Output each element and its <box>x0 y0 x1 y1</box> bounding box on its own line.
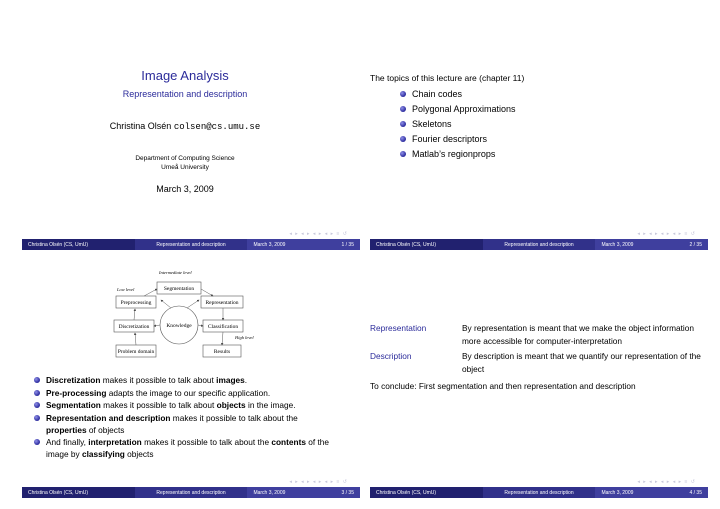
presentation-subtitle: Representation and description <box>122 89 248 99</box>
definition-representation <box>370 322 708 348</box>
footer-date-page <box>595 487 708 498</box>
author-line <box>22 121 348 132</box>
problem-domain-label: Problem domain <box>117 349 155 355</box>
term-representation: Representation <box>370 323 427 333</box>
image-analysis-diagram <box>99 265 279 369</box>
slide-footer <box>22 487 360 498</box>
footer-date: March 3, 2009 <box>253 241 286 248</box>
intermediate-level-label: Intermediate level <box>159 270 192 275</box>
list-item: And finally, interpretation makes it possible to talk about the contents of the image by classifying objects <box>34 436 334 460</box>
conclusion: To conclude: First segmentation and then representation and description <box>370 381 636 391</box>
list-item: Polygonal Approximations <box>400 102 516 117</box>
footer-date: March 3, 2009 <box>601 241 634 248</box>
list-item: Representation and description makes it possible to talk about the properties of objects <box>34 412 334 436</box>
arrow <box>135 333 136 345</box>
list-item: Segmentation makes it possible to talk about objects in the image. <box>34 399 334 411</box>
topics-intro: The topics of this lecture are (chapter 11) <box>370 73 525 83</box>
bullet-icon <box>34 415 40 421</box>
representation-label: Representation <box>205 300 239 306</box>
arrow <box>201 289 213 296</box>
list-item: Matlab’s regionprops <box>400 147 516 162</box>
preprocessing-label: Preprocessing <box>120 300 152 306</box>
bullet-icon <box>400 121 406 127</box>
footer-date: March 3, 2009 <box>601 489 634 496</box>
slide-footer <box>370 487 708 498</box>
knowledge-label: Knowledge <box>166 323 192 329</box>
footer-author: Christina Olsén (CS, UmU) <box>22 239 135 250</box>
segmentation-label: Segmentation <box>163 286 195 292</box>
page-number: 4 / 35 <box>689 489 702 496</box>
low-level-label: Low level <box>117 287 135 292</box>
author-email: colsen@cs.umu.se <box>173 122 261 132</box>
footer-date-page <box>595 239 708 250</box>
slide-4 <box>370 262 708 498</box>
bullet-icon <box>400 151 406 157</box>
footer-title: Representation and description <box>135 487 248 498</box>
page-number: 2 / 35 <box>689 241 702 248</box>
bullet-icon <box>34 390 40 396</box>
page-number: 1 / 35 <box>341 241 354 248</box>
bullet-icon <box>400 106 406 112</box>
footer-title: Representation and description <box>135 239 248 250</box>
arrow <box>222 332 223 345</box>
diagram-explanation-list <box>34 374 334 461</box>
term-description: Description <box>370 351 412 361</box>
footer-author: Christina Olsén (CS, UmU) <box>370 487 483 498</box>
arrow <box>161 300 171 308</box>
discretization-label: Discretization <box>118 324 150 330</box>
list-item: Fourier descriptors <box>400 132 516 147</box>
bullet-icon <box>400 136 406 142</box>
institution <box>22 154 348 172</box>
slide-3 <box>22 262 360 498</box>
definition-description <box>370 350 708 376</box>
definition-text: By representation is meant that we make the object information more accessible for computer-interpretation <box>462 323 694 346</box>
university: Umeå University <box>161 164 209 171</box>
definition-text: By description is meant that we quantify our representation of the object <box>462 351 701 374</box>
footer-date-page <box>247 239 360 250</box>
list-item: Pre-processing adapts the image to our specific application. <box>34 387 334 399</box>
list-item: Discretization makes it possible to talk about images. <box>34 374 334 386</box>
topics-list <box>400 87 516 162</box>
navigation-icons[interactable]: ◂ ▸ ◂ ▸ ◂ ▸ ◂ ▸ ≡ ↺ <box>637 479 696 485</box>
footer-title: Representation and description <box>483 487 596 498</box>
arrow <box>134 309 135 320</box>
list-item: Chain codes <box>400 87 516 102</box>
results-label: Results <box>213 349 231 355</box>
slide-2 <box>370 14 708 250</box>
page-number: 3 / 35 <box>341 489 354 496</box>
footer-author: Christina Olsén (CS, UmU) <box>370 239 483 250</box>
navigation-icons[interactable]: ◂ ▸ ◂ ▸ ◂ ▸ ◂ ▸ ≡ ↺ <box>637 231 696 237</box>
navigation-icons[interactable]: ◂ ▸ ◂ ▸ ◂ ▸ ◂ ▸ ≡ ↺ <box>289 231 348 237</box>
footer-title: Representation and description <box>483 239 596 250</box>
presentation-title: Image Analysis <box>141 68 229 83</box>
navigation-icons[interactable]: ◂ ▸ ◂ ▸ ◂ ▸ ◂ ▸ ≡ ↺ <box>289 479 348 485</box>
author-name: Christina Olsén <box>109 121 172 131</box>
definition-list <box>370 322 708 378</box>
bullet-icon <box>34 377 40 383</box>
list-item: Skeletons <box>400 117 516 132</box>
slide-footer <box>370 239 708 250</box>
presentation-date: March 3, 2009 <box>156 184 214 194</box>
footer-date-page <box>247 487 360 498</box>
footer-date: March 3, 2009 <box>253 489 286 496</box>
high-level-label: High level <box>235 335 254 340</box>
slide-1 <box>22 14 360 250</box>
bullet-icon <box>34 439 40 445</box>
classification-label: Classification <box>207 324 239 330</box>
department: Department of Computing Science <box>135 155 235 162</box>
arrow <box>154 325 160 326</box>
arrow <box>144 289 157 296</box>
footer-author: Christina Olsén (CS, UmU) <box>22 487 135 498</box>
bullet-icon <box>400 91 406 97</box>
bullet-icon <box>34 402 40 408</box>
slide-footer <box>22 239 360 250</box>
arrow <box>198 325 203 326</box>
arrow <box>187 300 199 308</box>
